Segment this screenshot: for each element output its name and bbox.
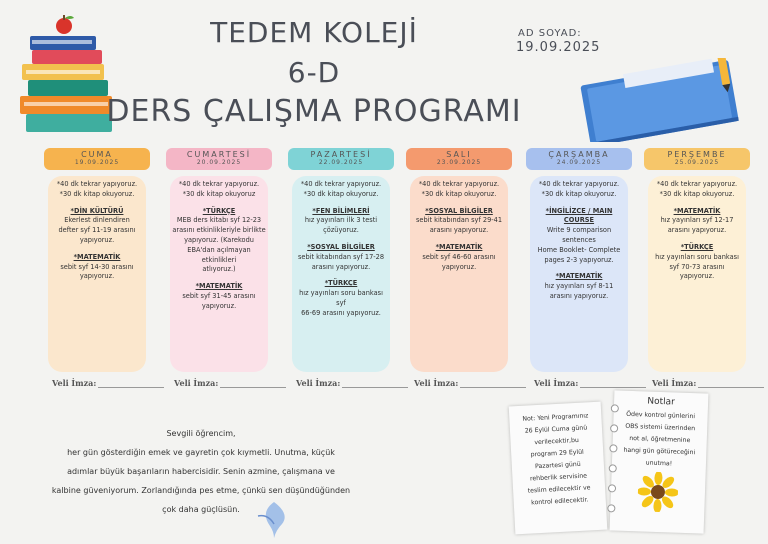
subject-heading: *MATEMATİK (555, 272, 603, 281)
task-line: arasını yapıyoruz. (311, 262, 371, 271)
message-line: çok daha güçlüsün. (162, 505, 240, 514)
day-column (44, 148, 150, 372)
task-line: *30 dk kitap okuyoruz. (421, 189, 497, 198)
task-line: *30 dk kitap okuyoruz. (659, 189, 735, 198)
signature-line (342, 387, 408, 388)
day-column (406, 148, 512, 372)
parent-signature-label: Veli İmza: (174, 378, 219, 388)
task-line: hız yayınları syf 12-17 (660, 216, 734, 225)
day-tasks (292, 176, 390, 372)
note-line: hangi gün götüreceğini (623, 446, 696, 457)
message-line: her gün gösterdiğin emek ve gayretin çok kıymetli. Unutma, küçük (67, 448, 335, 457)
parent-signature-label: Veli İmza: (296, 378, 341, 388)
parent-signature-field (414, 378, 526, 388)
task-line: *40 dk tekrar yapıyoruz. (418, 180, 500, 188)
day-name: CUMA (81, 150, 113, 159)
task-line: yapıyoruz. (79, 235, 115, 244)
note-line: not al, öğretmenine (629, 434, 691, 445)
task-line: 66-69 arasını yapıyoruz. (301, 308, 381, 317)
day-header (644, 148, 750, 170)
parent-signature-label: Veli İmza: (534, 378, 579, 388)
task-line: hız yayınları ilk 3 testi (304, 216, 378, 225)
note-line: teslim edilecektir ve (527, 484, 591, 495)
message-line: adımlar büyük başarıların habercisidir. Senin azmine, çalışmana ve (67, 467, 335, 476)
day-header (44, 148, 150, 170)
day-tasks (410, 176, 508, 372)
task-line: hız yayınları soru bankası (655, 252, 739, 261)
day-name: PERŞEMBE (667, 150, 727, 159)
message-line: kalbine güveniyorum. Zorlandığında pes etme, çünkü sen düşündüğünden (51, 486, 351, 495)
note-line: 26 Eylül Cuma günü (524, 424, 588, 435)
note-line: unutma! (645, 459, 673, 468)
day-header (288, 148, 394, 170)
subject-heading: *SOSYAL BİLGİLER (307, 242, 375, 251)
subject-heading: *SOSYAL BİLGİLER (425, 206, 493, 215)
day-date: 24.09.2025 (556, 159, 602, 166)
task-line: sentences (562, 235, 596, 244)
note-line: Ödev kontrol günlerini (626, 410, 696, 421)
notebook-notes (610, 390, 709, 533)
note-line: verilecektir,bu (534, 436, 580, 447)
subject-heading: *İNGİLİZCE / MAIN (545, 206, 613, 215)
subject-heading: *MATEMATİK (673, 206, 721, 215)
subject-heading: *MATEMATİK (73, 252, 121, 261)
parent-signature-field (534, 378, 646, 388)
subject-heading: *TÜRKÇE (324, 279, 358, 288)
note-line: Pazartesi günü (534, 460, 581, 471)
day-column (166, 148, 272, 372)
signature-line (220, 387, 286, 388)
class-name: 6-D (287, 56, 341, 89)
task-line: Write 9 comparison (546, 226, 612, 235)
task-line: *30 dk kitap okuyoruz (182, 189, 256, 198)
subject-heading: *MATEMATİK (195, 282, 243, 291)
parent-signature-field (174, 378, 286, 388)
task-line: sebit kitabından syf 17-28 (297, 252, 385, 261)
task-line: atlıyoruz.) (202, 265, 236, 274)
note-line: program 29 Eylül (530, 448, 584, 459)
task-line: syf 70-73 arasını (669, 262, 725, 271)
task-line: yapıyoruz. (679, 272, 715, 281)
day-header (406, 148, 512, 170)
day-name: ÇARŞAMBA (548, 150, 610, 159)
subject-heading: *DİN KÜLTÜRÜ (70, 206, 124, 215)
student-name-label: AD SOYAD: (518, 28, 582, 39)
task-line: arasını yapıyoruz. (667, 226, 727, 235)
task-line: hız yayınları soru bankası syf (299, 289, 383, 307)
notebook-icon (566, 58, 756, 142)
day-header (166, 148, 272, 170)
notes-title: Notlar (647, 396, 675, 408)
task-line: yapıyoruz. (201, 301, 237, 310)
note-line: kontrol edilecektir. (530, 496, 589, 507)
note-line: Not: Yeni Programınız (522, 412, 589, 423)
task-line: defter syf 11-19 arasını (58, 226, 136, 235)
subject-heading: *FEN BİLİMLERİ (312, 206, 370, 215)
task-line: *40 dk tekrar yapıyoruz. (538, 180, 620, 188)
day-tasks (48, 176, 146, 372)
task-line: yapıyoruz. (79, 272, 115, 281)
day-header (526, 148, 632, 170)
task-line: *40 dk tekrar yapıyoruz. (300, 180, 382, 188)
signature-line (98, 387, 164, 388)
task-line: sebit syf 46-60 arasını (422, 252, 496, 261)
task-line: Ekerlest dinlendiren (64, 216, 130, 225)
parent-signature-field (52, 378, 164, 388)
signature-line (580, 387, 646, 388)
day-date: 23.09.2025 (436, 159, 482, 166)
day-date: 25.09.2025 (674, 159, 720, 166)
task-line: *30 dk kitap okuyoruz. (541, 189, 617, 198)
task-line: pages 2-3 yapıyoruz. (544, 255, 614, 264)
task-line: yapıyoruz. (441, 262, 477, 271)
day-column (288, 148, 394, 372)
parent-signature-label: Veli İmza: (52, 378, 97, 388)
page-title: DERS ÇALIŞMA PROGRAMI (106, 94, 522, 129)
sticky-note-new-program (509, 402, 608, 535)
subject-heading: *TÜRKÇE (680, 242, 714, 251)
task-line: *40 dk tekrar yapıyoruz. (178, 180, 260, 188)
task-line: hız yayınları syf 8-11 (544, 282, 614, 291)
task-line: Home Booklet- Complete (537, 245, 621, 254)
message-line: Sevgili öğrencim, (166, 429, 236, 438)
task-line: *30 dk kitap okuyoruz. (59, 189, 135, 198)
task-line: EBA'dan açılmayan etkinlikleri (187, 245, 251, 264)
day-column (526, 148, 632, 372)
task-line: yapıyoruz. (Karekodu (184, 235, 254, 244)
signature-line (698, 387, 764, 388)
parent-signature-label: Veli İmza: (652, 378, 697, 388)
task-line: *30 dk kitap okuyoruz. (303, 189, 379, 198)
subject-heading: *MATEMATİK (435, 242, 483, 251)
day-tasks (530, 176, 628, 372)
day-tasks (170, 176, 268, 372)
header-date: 19.09.2025 (516, 40, 601, 55)
day-name: PAZARTESİ (310, 150, 372, 159)
task-line: çözüyoruz. (323, 226, 359, 235)
task-line: sebit syf 14-30 arasını (60, 262, 134, 271)
day-date: 22.09.2025 (318, 159, 364, 166)
parent-signature-label: Veli İmza: (414, 378, 459, 388)
bird-decoration-icon (254, 496, 294, 540)
task-line: *40 dk tekrar yapıyoruz. (56, 180, 138, 188)
day-name: CUMARTESİ (186, 150, 252, 159)
note-line: rehberlik servisine (529, 472, 588, 483)
signature-line (460, 387, 526, 388)
task-line: arasını yapıyoruz. (429, 226, 489, 235)
day-date: 19.09.2025 (74, 159, 120, 166)
note-line: OBS sistemi üzerinden (625, 422, 696, 433)
task-line: sebit syf 31-45 arasını (182, 291, 256, 300)
teacher-message (28, 424, 374, 519)
task-line: *40 dk tekrar yapıyoruz. (656, 180, 738, 188)
parent-signature-field (652, 378, 764, 388)
subject-heading: *TÜRKÇE (202, 206, 236, 215)
day-tasks (648, 176, 746, 372)
day-column (644, 148, 750, 372)
subject-heading: COURSE (563, 216, 595, 225)
sunflower-icon (637, 471, 678, 512)
school-name: TEDEM KOLEJİ (210, 16, 418, 49)
parent-signature-field (296, 378, 408, 388)
task-line: sebit kitabından syf 29-41 (415, 216, 503, 225)
day-name: SALI (446, 150, 472, 159)
day-date: 20.09.2025 (196, 159, 242, 166)
task-line: MEB ders kitabı syf 12-23 (176, 216, 262, 225)
task-line: arasını yapıyoruz. (549, 291, 609, 300)
task-line: arasını etkinlikleriyle birlikte (172, 226, 266, 235)
